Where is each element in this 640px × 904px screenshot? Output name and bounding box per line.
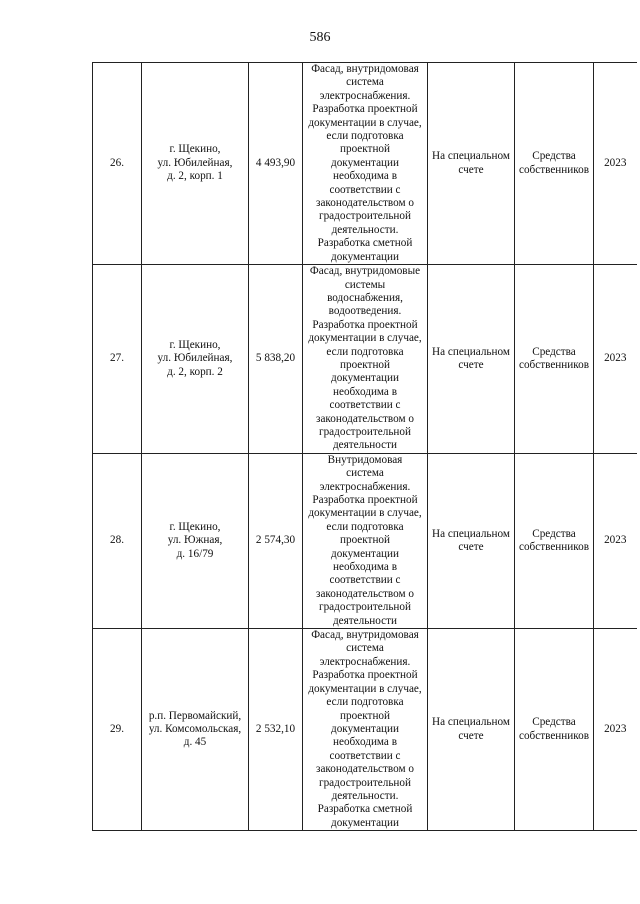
cell-line: документации [331,250,399,263]
cell-line: документации [331,547,399,560]
cell-line: документации [331,156,399,169]
cell-line: электроснабжения. [319,480,411,493]
method-cell [428,629,515,831]
page-number: 586 [309,30,331,45]
cell-line: деятельности. [331,223,399,236]
cell-line: д. 2, корп. 2 [167,365,223,378]
cell-line: счете [458,358,484,371]
cell-line: водоснабжения, [327,291,403,304]
cell-line: Разработка проектной [312,318,418,331]
cell-line: соответствии с [329,183,401,196]
cell-line: соответствии с [329,749,401,762]
funding-source-cell [515,265,594,454]
cost-cell: 2 532,10 [249,629,303,831]
cell-line: ул. Юбилейная, [157,352,233,365]
method-cell [428,453,515,628]
cost-cell: 2 574,30 [249,453,303,628]
cell-line: счете [458,729,484,742]
cell-line: д. 45 [183,736,207,749]
cell-line: система [346,642,384,655]
row-number-cell: 29. [93,629,142,831]
address-cell [142,265,249,454]
cell-line: собственников [519,163,589,176]
cell-line: Фасад, внутридомовая [311,629,419,642]
cell-line: ул. Комсомольская, [148,722,242,735]
cell-line: Разработка сметной [317,237,413,250]
cell-line: градостроительной [319,601,411,614]
cell-line: необходима в [333,170,397,183]
address-cell [142,453,249,628]
cell-line: соответствии с [329,574,401,587]
method-cell [428,63,515,265]
cell-line: градостроительной [319,425,411,438]
cell-line: необходима в [333,736,397,749]
cell-line: На специальном [432,150,510,163]
cell-line: проектной [339,143,391,156]
cell-line: документации [331,372,399,385]
cell-line: законодательством о [316,412,414,425]
row-number-cell: 28. [93,453,142,628]
cell-line: Разработка проектной [312,669,418,682]
cell-line: система [346,467,384,480]
funding-source-cell [515,453,594,628]
table-row [93,63,637,265]
works-description-cell [303,63,428,265]
cell-line: счете [458,163,484,176]
cell-line: На специальном [432,345,510,358]
cost-cell: 4 493,90 [249,63,303,265]
cell-line: собственников [519,540,589,553]
cell-line: если подготовка [326,345,404,358]
funding-source-cell [515,629,594,831]
year-cell: 2023 [594,63,637,265]
cell-line: деятельности [332,614,398,627]
cell-line: проектной [339,358,391,371]
cell-line: соответствии с [329,399,401,412]
cell-line: документации [331,816,399,829]
cell-line: документации [331,722,399,735]
cell-line: Фасад, внутридомовые [309,265,421,278]
cell-line: необходима в [333,561,397,574]
cell-line: системы [344,278,386,291]
works-description-cell [303,629,428,831]
cell-line: Разработка проектной [312,494,418,506]
year-cell: 2023 [594,629,637,831]
cell-line: проектной [339,709,391,722]
cell-line: необходима в [333,385,397,398]
cell-line: законодательством о [316,587,414,600]
cell-line: если подготовка [326,130,404,143]
address-cell [142,63,249,265]
cell-line: собственников [519,729,589,742]
cell-line: система [346,76,384,89]
funding-source-cell [515,63,594,265]
cell-line: деятельности. [331,789,399,802]
address-cell [142,629,249,831]
works-description-cell [303,265,428,454]
cell-line: д. 2, корп. 1 [167,170,223,183]
table-row [93,265,637,454]
table-row [93,629,637,831]
works-description-cell [303,453,428,628]
cell-line: Внутридомовая [327,453,403,466]
row-number-cell: 27. [93,265,142,454]
cell-line: Средства [532,345,576,358]
cell-line: собственников [519,358,589,371]
cell-line: законодательством о [316,197,414,210]
cell-line: На специальном [432,716,510,729]
cell-line: водоотведения. [328,305,402,318]
cell-line: документации в случае, [308,116,422,129]
year-cell: 2023 [594,265,637,454]
cell-line: Разработка проектной [312,103,418,116]
cost-cell: 5 838,20 [249,265,303,454]
cell-line: г. Щекино, [169,520,221,533]
cell-line: г. Щекино, [169,338,221,351]
cell-line: ул. Южная, [167,534,223,547]
cell-line: г. Щекино, [169,143,221,156]
cell-line: Разработка сметной [317,803,413,816]
cell-line: Фасад, внутридомовая [311,63,419,75]
works-table [92,62,637,831]
cell-line: ул. Юбилейная, [157,156,233,169]
cell-line: электроснабжения. [319,89,411,102]
cell-line: На специальном [432,527,510,540]
cell-line: документации в случае, [308,507,422,520]
cell-line: градостроительной [319,776,411,789]
cell-line: проектной [339,534,391,547]
cell-line: электроснабжения. [319,655,411,668]
method-cell [428,265,515,454]
cell-line: если подготовка [326,696,404,709]
cell-line: деятельности [332,439,398,452]
cell-line: Средства [532,150,576,163]
cell-line: если подготовка [326,520,404,533]
table-row [93,453,637,628]
cell-line: Средства [532,716,576,729]
cell-line: д. 16/79 [176,547,214,560]
year-cell: 2023 [594,453,637,628]
cell-line: градостроительной [319,210,411,223]
cell-line: р.п. Первомайский, [148,709,242,722]
row-number-cell: 26. [93,63,142,265]
cell-line: счете [458,540,484,553]
cell-line: законодательством о [316,763,414,776]
cell-line: документации в случае, [308,682,422,695]
cell-line: Средства [532,527,576,540]
cell-line: документации в случае, [308,332,422,345]
